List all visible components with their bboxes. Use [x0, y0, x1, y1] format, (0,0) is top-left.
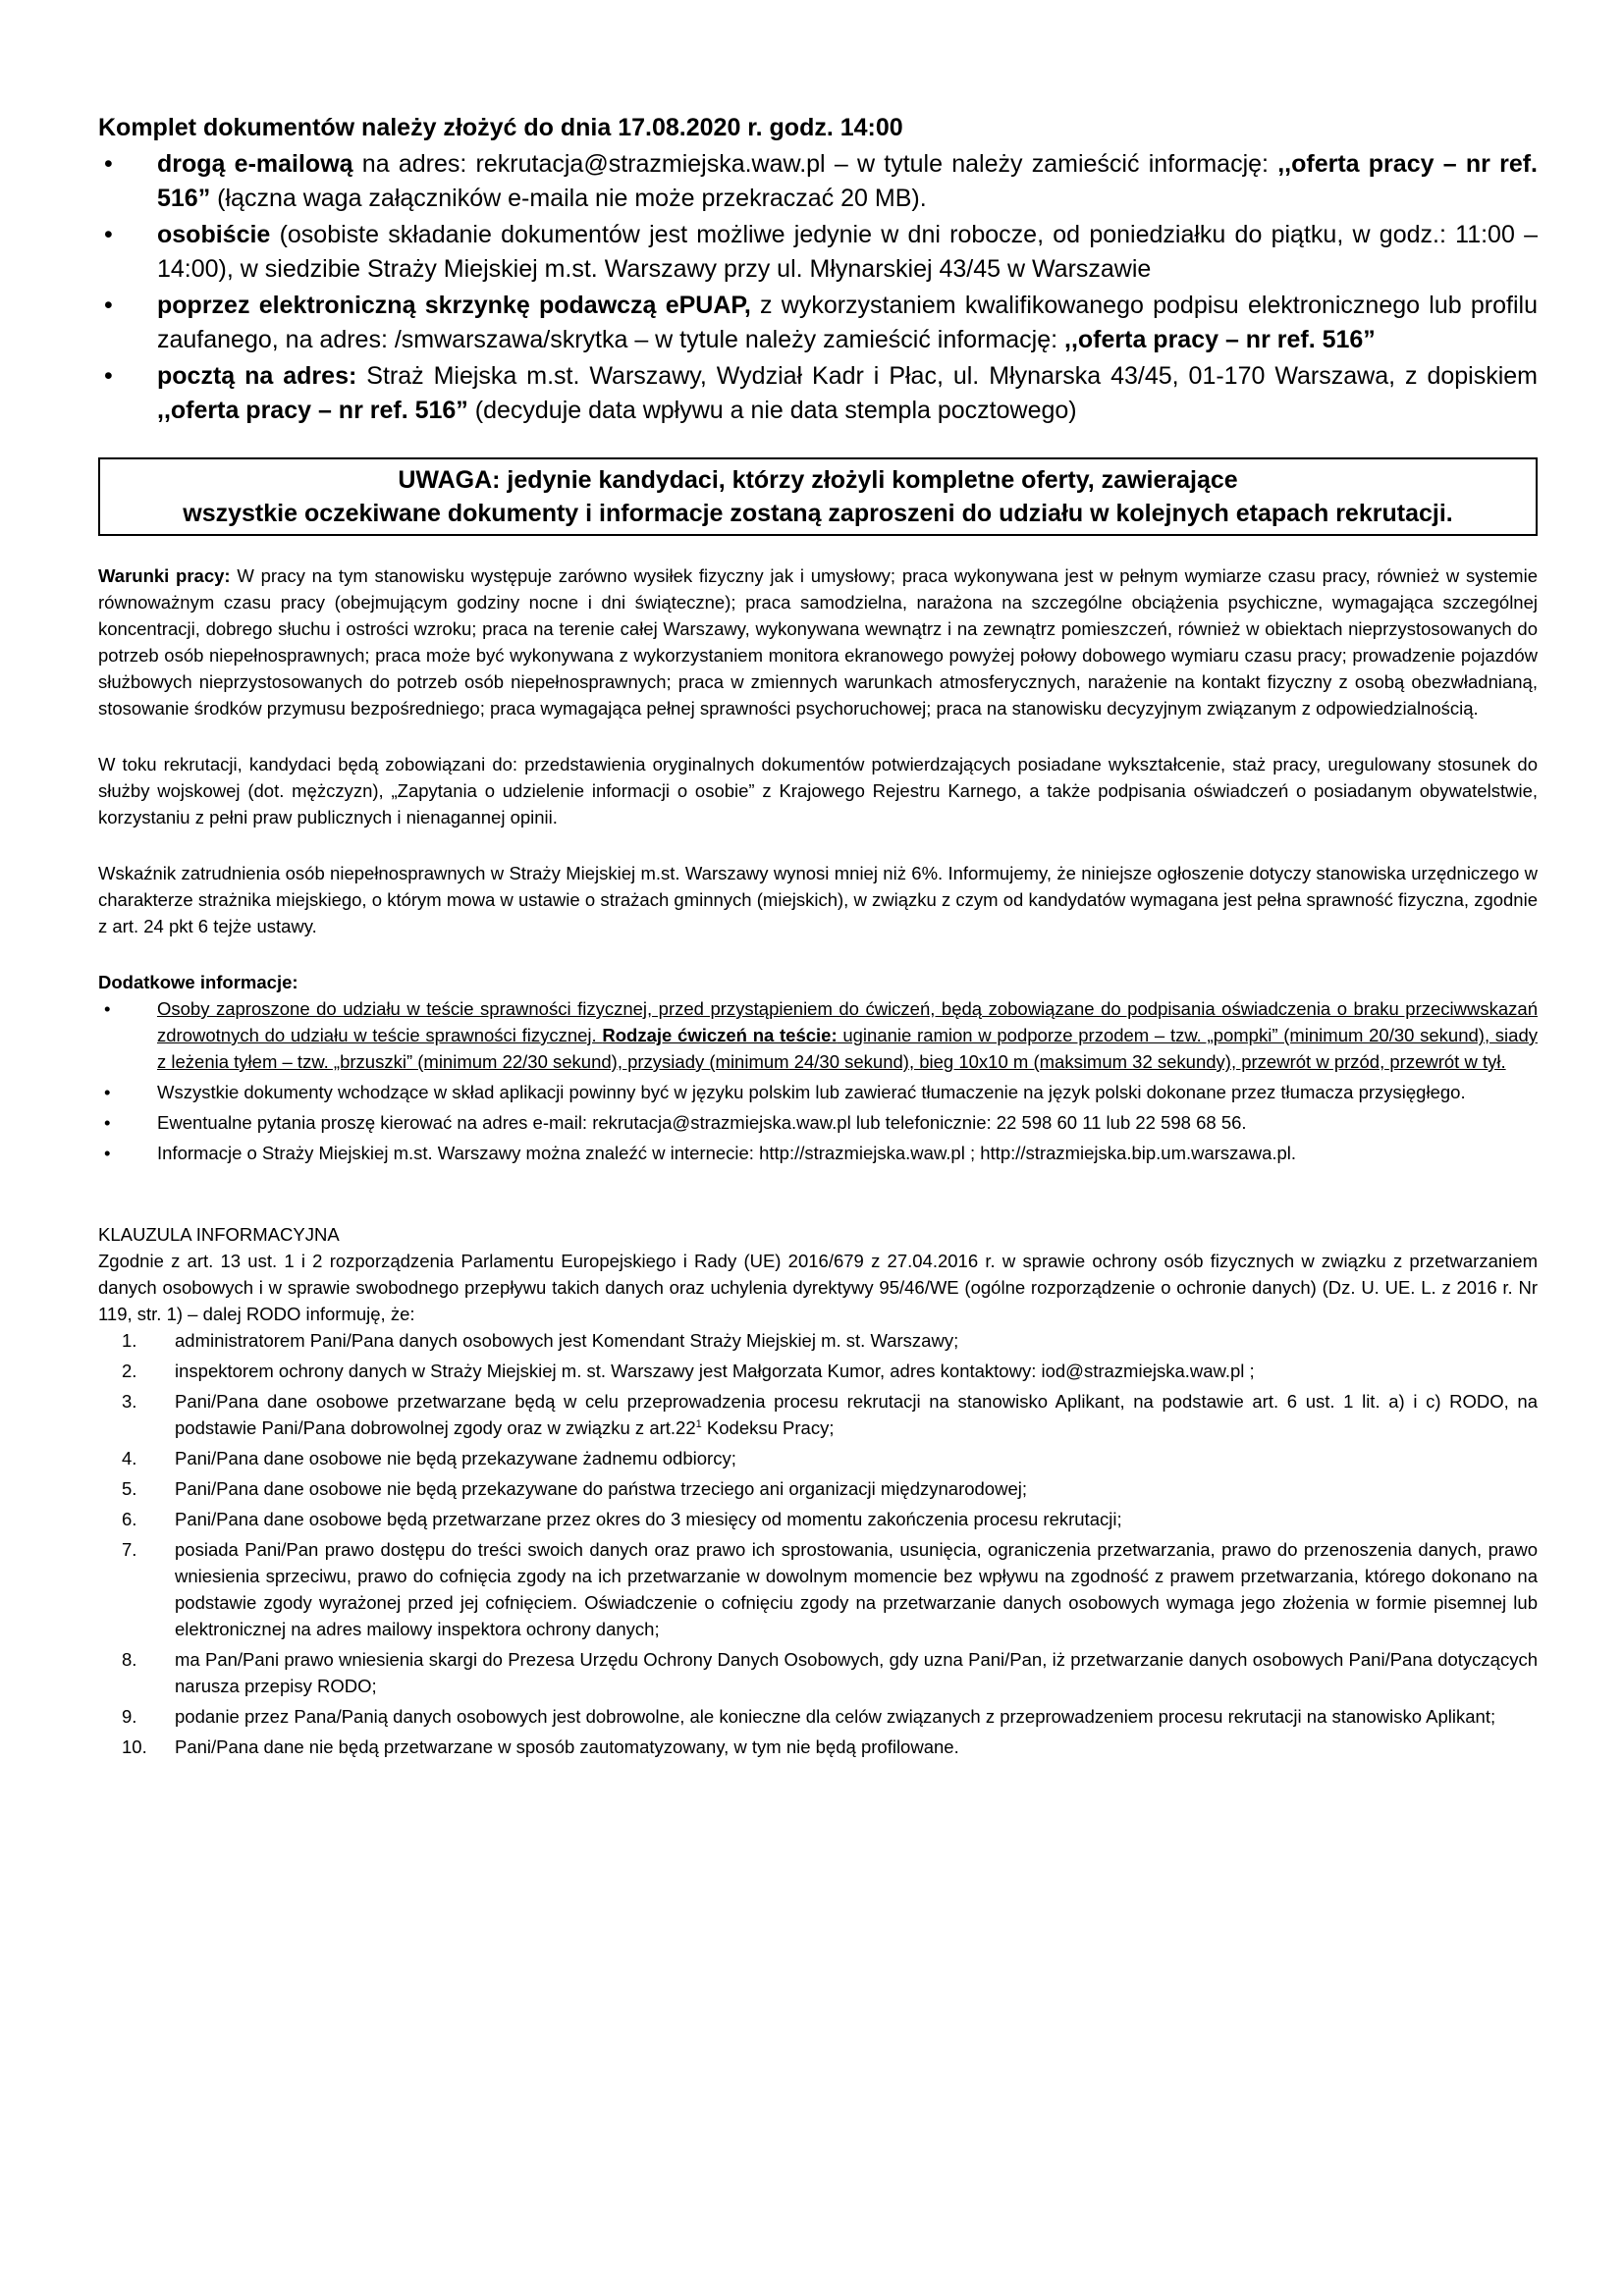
work-conditions: [98, 562, 1538, 721]
bullet-icon: •: [104, 221, 113, 248]
method-label: poprzez elektroniczną skrzynkę podawczą ePUAP,: [157, 292, 751, 319]
deadline-heading: Komplet dokumentów należy złożyć do dnia 17.08.2020 r. godz. 14:00: [98, 114, 903, 141]
notice-line-2: wszystkie oczekiwane dokumenty i informacje zostaną zaproszeni do udziału w kolejnych etapach rekrutacji.: [183, 500, 1453, 527]
recruitment-paragraph: [98, 751, 1538, 830]
work-conditions-text: W pracy na tym stanowisku występuje zarówno wysiłek fizyczny jak i umysłowy; praca wykonywana jest w pełnym wymiarze czasu pracy, również w systemie równoważnym czasu pracy (obejmującym godziny nocne i dni świąteczne); praca samodzielna, narażona na szczególne obciążenia psychiczne, wymagająca szczególnej koncentracji, dobrego słuchu i ostrości wzroku; praca na terenie całej Warszawy, wykonywana wewnątrz i na zewnątrz pomieszczeń, również w obiektach nieprzystosowanych do potrzeb osób niepełnosprawnych; praca może być wykonywana z wykorzystaniem monitora ekranowego powyżej połowy dobowego wymiaru czasu pracy; prowadzenie pojazdów służbowych nieprzystosowanych do potrzeb osób niepełnosprawnych; praca w zmiennych warunkach atmosferycznych, narażenie na kontakt fizyczny z osobą obezwładnianą, stosowanie środków przymusu bezpośredniego; praca wymagająca pełnej sprawności psychoruchowej; praca na stanowisku decyzyjnym związanym z odpowiedzialnością.: [98, 565, 1538, 719]
clause-superscript: 1: [695, 1417, 702, 1430]
clause-text: podanie przez Pana/Panią danych osobowych jest dobrowolne, ale konieczne dla celów związanych z przeprowadzeniem procesu rekrutacji na stanowisko Aplikant;: [175, 1706, 1496, 1727]
clause-item: [98, 1536, 1538, 1642]
method-text: Straż Miejska m.st. Warszawy, Wydział Kadr i Płac, ul. Młynarska 43/45, 01-170 Warszawa, z dopiskiem: [356, 362, 1539, 390]
additional-info-text: Informacje o Straży Miejskiej m.st. Warszawy można znaleźć w internecie: http://strazmiejska.waw.pl ; http://strazmiejska.bip.um.warszawa.pl.: [157, 1143, 1297, 1163]
additional-info-section: [98, 969, 1538, 1166]
clause-list: [98, 1327, 1538, 1760]
clause-number: 8.: [122, 1649, 137, 1670]
method-reference: ,,oferta pracy – nr ref. 516”: [1064, 326, 1376, 353]
clause-text-tail: Kodeksu Pracy;: [701, 1417, 835, 1438]
clause-item: [98, 1703, 1538, 1730]
method-text-tail: (łączna waga załączników e-maila nie może przekraczać 20 MB).: [210, 185, 927, 212]
additional-info-text: Wszystkie dokumenty wchodzące w skład aplikacji powinny być w języku polskim lub zawierać tłumaczenie na język polski dokonane przez tłumacza przysięgłego.: [157, 1082, 1466, 1102]
method-text-tail: (decyduje data wpływu a nie data stempla pocztowego): [467, 397, 1077, 424]
submission-method-email: [98, 147, 1538, 216]
clause-intro: Zgodnie z art. 13 ust. 1 i 2 rozporządzenia Parlamentu Europejskiego i Rady (UE) 2016/679 z 27.04.2016 r. w sprawie ochrony osób fizycznych w związku z przetwarzaniem danych osobowych i w sprawie swobodnego przepływu takich danych oraz uchylenia dyrektywy 95/46/WE (ogólne rozporządzenie o ochronie danych) (Dz. U. UE. L. z 2016 r. Nr 119, str. 1) – dalej RODO informuję, że:: [98, 1251, 1538, 1324]
clause-number: 6.: [122, 1509, 137, 1529]
clause-number: 9.: [122, 1706, 137, 1727]
clause-text: Pani/Pana dane nie będą przetwarzane w sposób zautomatyzowany, w tym nie będą profilowane.: [175, 1736, 959, 1757]
fitness-test-text: Osoby zaproszone do udziału w teście sprawności fizycznej, przed przystąpieniem do ćwiczeń, będą zobowiązane do podpisania oświadczenia o braku przeciwwskazań zdrowotnych do udziału w teście sprawności fizycznej.: [157, 998, 1538, 1045]
bullet-icon: •: [104, 150, 113, 178]
method-text: z wykorzystaniem kwalifikowanego podpisu elektronicznego lub profilu zaufanego, na adres: /smwarszawa/skrytka – w tytule należy zamieścić informację:: [157, 292, 1538, 353]
clause-item: [98, 1327, 1538, 1354]
clause-number: 4.: [122, 1448, 137, 1468]
notice-line-1: UWAGA: jedynie kandydaci, którzy złożyli kompletne oferty, zawierające: [398, 466, 1238, 494]
additional-info-text: Ewentualne pytania proszę kierować na adres e-mail: rekrutacja@strazmiejska.waw.pl lub telefonicznie: 22 598 60 11 lub 22 598 68 56.: [157, 1112, 1247, 1133]
bullet-icon: •: [104, 292, 113, 319]
clause-number: 2.: [122, 1361, 137, 1381]
bullet-icon: •: [104, 362, 113, 390]
bullet-icon: •: [104, 1112, 111, 1133]
clause-item: [98, 1646, 1538, 1699]
method-text: (osobiste składanie dokumentów jest możliwe jedynie w dni robocze, od poniedziałku do piątku, w godz.: 11:00 – 14:00), w siedzibie Straży Miejskiej m.st. Warszawy przy ul. Młynarskiej 43/45 w Warszawie: [157, 221, 1538, 283]
clause-number: 5.: [122, 1478, 137, 1499]
method-reference: ,,oferta pracy – nr ref. 516”: [157, 150, 1539, 212]
employment-text: Wskaźnik zatrudnienia osób niepełnosprawnych w Straży Miejskiej m.st. Warszawy wynosi mniej niż 6%. Informujemy, że niniejsze ogłoszenie dotyczy stanowiska urzędniczego w charakterze strażnika miejskiego, o którym mowa w ustawie o strażach gminnych (miejskich), w związku z czym od kandydatów wymagana jest pełna sprawność fizyczna, zgodnie z art. 24 pkt 6 tejże ustawy.: [98, 863, 1538, 936]
clause-item: [98, 1475, 1538, 1502]
document-page: [98, 111, 1538, 1764]
method-label: osobiście: [157, 221, 271, 248]
bullet-icon: •: [104, 1143, 111, 1163]
additional-info-heading: Dodatkowe informacje:: [98, 972, 298, 992]
clause-item: [98, 1734, 1538, 1760]
notice-box: [98, 457, 1538, 536]
additional-info-item: [98, 995, 1538, 1075]
clause-item: [98, 1388, 1538, 1441]
method-reference: ,,oferta pracy – nr ref. 516”: [157, 397, 468, 424]
clause-item: [98, 1358, 1538, 1384]
method-label: pocztą na adres:: [157, 362, 357, 390]
clause-item: [98, 1506, 1538, 1532]
clause-number: 7.: [122, 1539, 137, 1560]
clause-text: Pani/Pana dane osobowe nie będą przekazywane do państwa trzeciego ani organizacji międzynarodowej;: [175, 1478, 1027, 1499]
submission-methods-list: [98, 147, 1538, 428]
additional-info-item: [98, 1140, 1538, 1166]
method-label: drogą e-mailową: [157, 150, 353, 178]
submission-section: [98, 111, 1538, 428]
clause-item: [98, 1445, 1538, 1471]
submission-method-epuap: [98, 289, 1538, 357]
information-clause: [98, 1221, 1538, 1760]
additional-info-list: [98, 995, 1538, 1166]
additional-info-item: [98, 1079, 1538, 1105]
method-text: na adres: rekrutacja@strazmiejska.waw.pl – w tytule należy zamieścić informację:: [352, 150, 1278, 178]
submission-method-in-person: [98, 218, 1538, 287]
additional-info-item: [98, 1109, 1538, 1136]
clause-text: ma Pan/Pani prawo wniesienia skargi do Prezesa Urzędu Ochrony Danych Osobowych, gdy uzna Pani/Pan, iż przetwarzanie danych osobowych Pani/Pana dotyczących narusza przepisy RODO;: [175, 1649, 1538, 1696]
clause-text: Pani/Pana dane osobowe nie będą przekazywane żadnemu odbiorcy;: [175, 1448, 736, 1468]
submission-method-post: [98, 359, 1538, 428]
clause-text: Pani/Pana dane osobowe będą przetwarzane przez okres do 3 miesięcy od momentu zakończenia procesu rekrutacji;: [175, 1509, 1122, 1529]
clause-text: administratorem Pani/Pana danych osobowych jest Komendant Straży Miejskiej m. st. Warszawy;: [175, 1330, 959, 1351]
work-conditions-label: Warunki pracy:: [98, 565, 231, 586]
clause-number: 10.: [122, 1736, 147, 1757]
clause-number: 1.: [122, 1330, 137, 1351]
bullet-icon: •: [104, 998, 111, 1019]
clause-heading: KLAUZULA INFORMACYJNA: [98, 1224, 340, 1245]
recruitment-text: W toku rekrutacji, kandydaci będą zobowiązani do: przedstawienia oryginalnych dokumentów potwierdzających posiadane wykształcenie, staż pracy, uregulowany stosunek do służby wojskowej (dot. mężczyzn), „Zapytania o udzielenie informacji o osobie” z Krajowego Rejestru Karnego, a także podpisania oświadczeń o posiadanym obywatelstwie, korzystaniu z pełni praw publicznych i nienagannej opinii.: [98, 754, 1538, 828]
exercise-types-text: uginanie ramion w podporze przodem – tzw. „pompki” (minimum 20/30 sekund), siady z leżenia tyłem – tzw. „brzuszki” (minimum 22/30 sekund), przysiady (minimum 24/30 sekund), bieg 10x10 m (maksimum 32 sekundy), przewrót w przód, przewrót w tył.: [157, 1025, 1538, 1072]
clause-text: inspektorem ochrony danych w Straży Miejskiej m. st. Warszawy jest Małgorzata Kumor, adres kontaktowy: iod@strazmiejska.waw.pl ;: [175, 1361, 1255, 1381]
clause-text: posiada Pani/Pan prawo dostępu do treści swoich danych oraz prawo ich sprostowania, usunięcia, ograniczenia przetwarzania, prawo do przenoszenia danych, prawo wniesienia sprzeciwu, prawo do cofnięcia zgody na ich przetwarzanie w dowolnym momencie bez wpływu na zgodność z prawem przetwarzania, którego dokonano na podstawie zgody wyrażonej przed jej cofnięciem. Oświadczenie o cofnięciu zgody na przetwarzanie danych osobowych wymaga jego złożenia w formie pisemnej lub elektronicznej na adres mailowy inspektora ochrony danych;: [175, 1539, 1538, 1639]
employment-paragraph: [98, 860, 1538, 939]
exercise-types-label: Rodzaje ćwiczeń na teście:: [602, 1025, 838, 1045]
clause-text: Pani/Pana dane osobowe przetwarzane będą w celu przeprowadzenia procesu rekrutacji na stanowisko Aplikant, na podstawie art. 6 ust. 1 lit. a) i c) RODO, na podstawie Pani/Pana dobrowolnej zgody oraz w związku z art.22: [175, 1391, 1538, 1438]
clause-number: 3.: [122, 1391, 137, 1412]
bullet-icon: •: [104, 1082, 111, 1102]
